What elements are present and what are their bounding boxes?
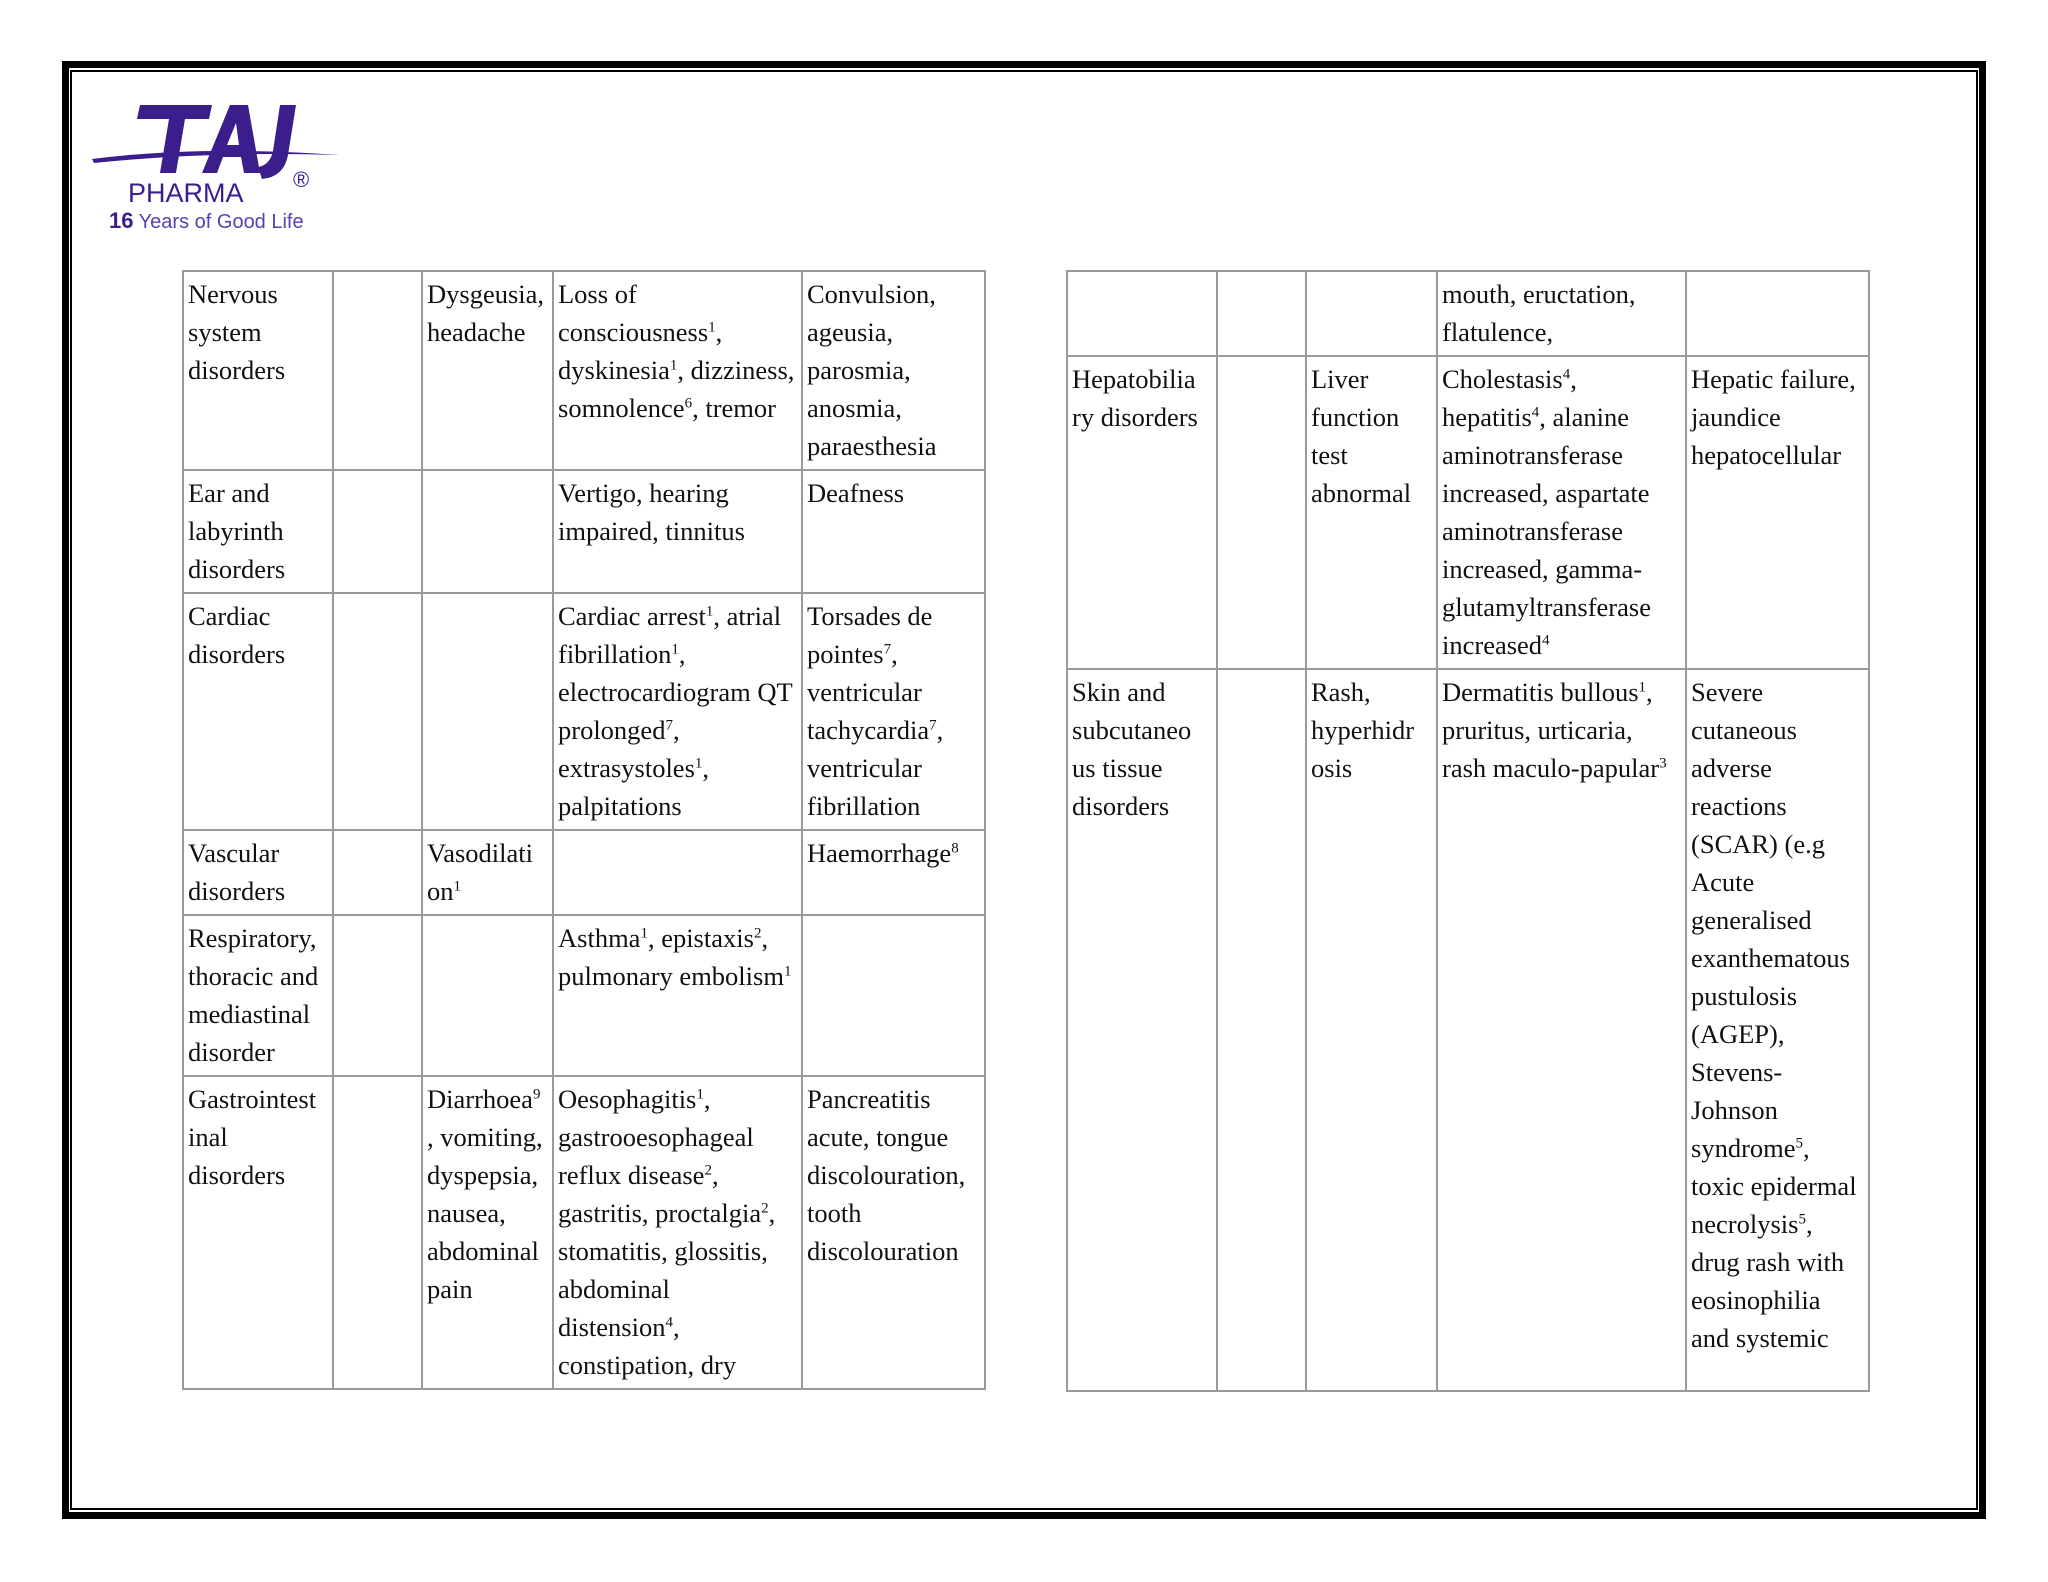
soc-cell: Cardiac disorders [183, 593, 333, 830]
tagline-text: Years of Good Life [133, 211, 304, 233]
adverse-reactions-table-left [182, 270, 986, 1390]
frequency-cell: Asthma$^1$, epistaxis$^2$, pulmonary embolism$^1$ [553, 915, 802, 1076]
table-row [1067, 669, 1869, 1391]
soc-cell: Skin and subcutaneo us tissue disorders [1067, 669, 1217, 1391]
table-row [183, 830, 985, 915]
frequency-cell [333, 271, 422, 470]
frequency-cell [1217, 356, 1306, 669]
frequency-cell: Hepatic failure, jaundice hepatocellular [1686, 356, 1869, 669]
logo-pharma-text: PHARMA [128, 178, 244, 208]
frequency-cell: Vertigo, hearing impaired, tinnitus [553, 470, 802, 593]
frequency-cell: Pancreatitis acute, tongue discolouration, tooth discolouration [802, 1076, 985, 1389]
frequency-cell: Vasodilati $on^1$ [422, 830, 553, 915]
soc-cell: Hepatobilia ry disorders [1067, 356, 1217, 669]
frequency-cell: Dysgeusia, headache [422, 271, 553, 470]
frequency-cell: Haemorrhage$^8$ [802, 830, 985, 915]
frequency-cell: Diarrhoea$^9$ , vomiting, dyspepsia, nausea, abdominal pain [422, 1076, 553, 1389]
frequency-cell [333, 915, 422, 1076]
soc-cell: Respiratory, thoracic and mediastinal disorder [183, 915, 333, 1076]
frequency-cell [1217, 669, 1306, 1391]
frequency-cell [1217, 271, 1306, 356]
table-row [183, 470, 985, 593]
frequency-cell: mouth, eructation, flatulence, [1437, 271, 1686, 356]
frequency-cell [333, 470, 422, 593]
frequency-cell [422, 470, 553, 593]
soc-cell: Ear and labyrinth disorders [183, 470, 333, 593]
frequency-cell: Cholestasis$^4$, hepatitis$^4$, alanine aminotransferase increased, aspartate aminotransferase increased, gamma-glutamyltransferase increased$^4$ [1437, 356, 1686, 669]
logo-tagline [109, 208, 304, 234]
frequency-cell: Severe cutaneous adverse reactions (SCAR) (e.g Acute generalised exanthematous pustulosis (AGEP), Stevens-Johnson syndrome$^5$, toxic epidermal necrolysis$^5$, drug rash with eosinophilia and systemic [1686, 669, 1869, 1391]
registered-mark: ® [293, 167, 310, 192]
table-row [183, 1076, 985, 1389]
frequency-cell [1686, 271, 1869, 356]
frequency-cell [553, 830, 802, 915]
soc-cell [1067, 271, 1217, 356]
frequency-cell: Cardiac arrest$^1$, atrial fibrillation$^1$, electrocardiogram QT prolonged$^7$, extrasystoles$^1$, palpitations [553, 593, 802, 830]
frequency-cell [422, 915, 553, 1076]
frequency-cell [333, 830, 422, 915]
table-row [183, 593, 985, 830]
adverse-reactions-table-right [1066, 270, 1870, 1392]
table-row [183, 271, 985, 470]
soc-cell: Vascular disorders [183, 830, 333, 915]
soc-cell: Gastrointest inal disorders [183, 1076, 333, 1389]
frequency-cell: Convulsion, ageusia, parosmia, anosmia, paraesthesia [802, 271, 985, 470]
frequency-cell: Deafness [802, 470, 985, 593]
frequency-cell [333, 1076, 422, 1389]
frequency-cell: Torsades de pointes$^7$, ventricular tachycardia$^7$, ventricular fibrillation [802, 593, 985, 830]
table-row [183, 915, 985, 1076]
taj-pharma-logo [90, 95, 350, 235]
frequency-cell: Oesophagitis$^1$, gastrooesophageal reflux disease$^2$, gastritis, proctalgia$^2$, stomatitis, glossitis, abdominal distension$^4$, constipation, dry [553, 1076, 802, 1389]
frequency-cell [422, 593, 553, 830]
table-row [1067, 356, 1869, 669]
soc-cell: Nervous system disorders [183, 271, 333, 470]
frequency-cell: Loss of consciousness$^1$, dyskinesia$^1$, dizziness, somnolence$^6$, tremor [553, 271, 802, 470]
frequency-cell: Liver function test abnormal [1306, 356, 1437, 669]
frequency-cell: Dermatitis bullous$^1$, pruritus, urticaria, rash maculo-papular$^3$ [1437, 669, 1686, 1391]
table-row [1067, 271, 1869, 356]
frequency-cell [802, 915, 985, 1076]
frequency-cell [1306, 271, 1437, 356]
frequency-cell: Rash, hyperhidr osis [1306, 669, 1437, 1391]
tagline-number: 16 [109, 208, 134, 233]
frequency-cell [333, 593, 422, 830]
